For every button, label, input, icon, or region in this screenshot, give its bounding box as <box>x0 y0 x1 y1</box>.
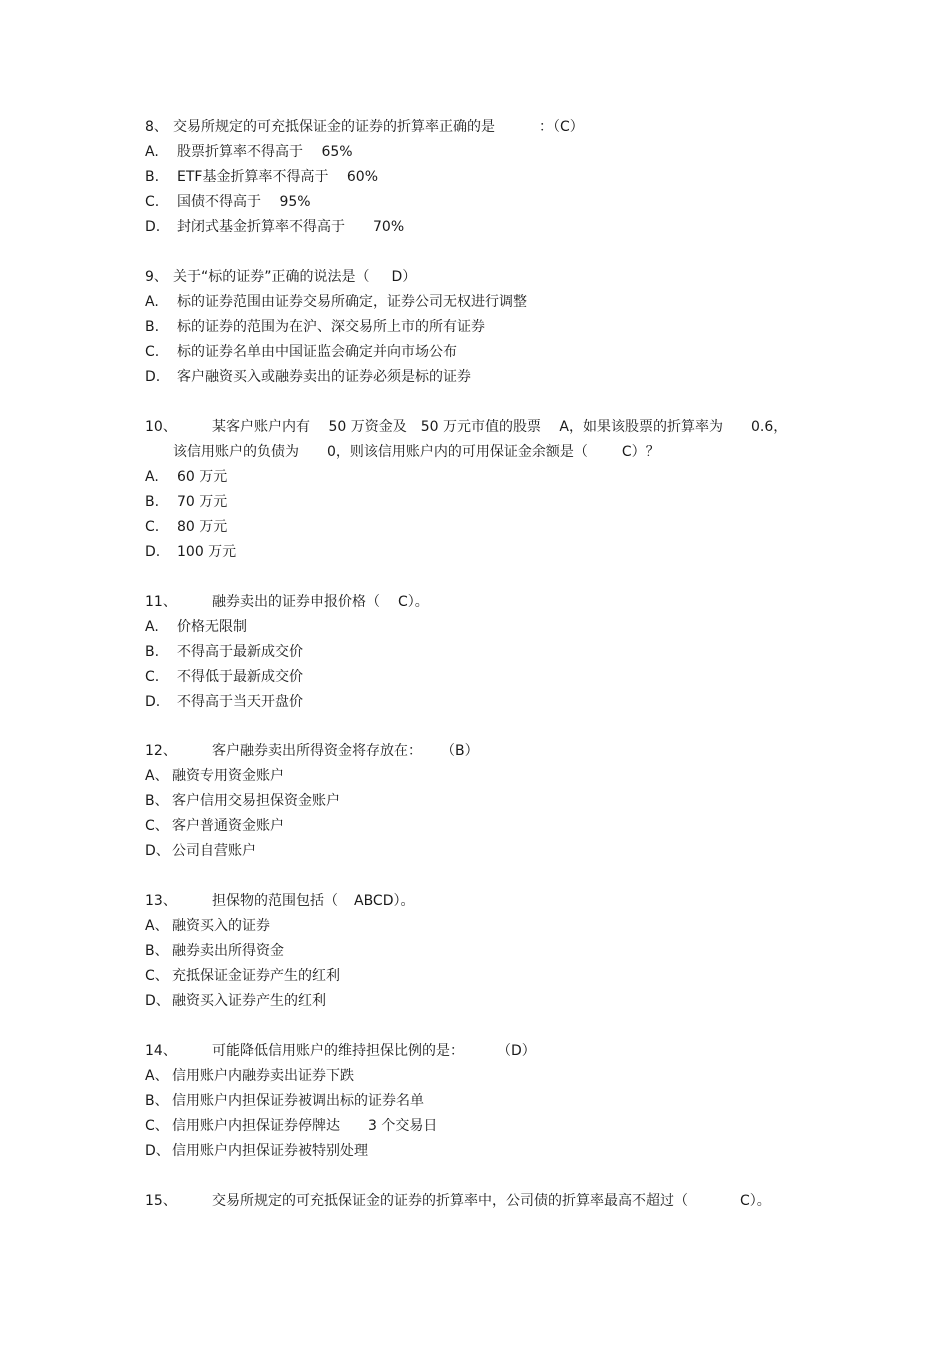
option-c <box>145 190 825 215</box>
option-text: 不得高于当天开盘价 <box>177 694 303 710</box>
option-letter: C. <box>145 669 160 685</box>
option-letter: C、 <box>145 818 169 834</box>
question-9 <box>145 265 825 390</box>
option-a <box>145 290 825 315</box>
question-stem <box>145 415 825 440</box>
question-stem <box>145 739 825 764</box>
option-text: 融资专用资金账户 <box>172 768 284 784</box>
option-letter: D、 <box>145 843 170 859</box>
question-answer: C）。 <box>740 1193 771 1209</box>
question-number: 14、 <box>145 1043 177 1059</box>
question-number: 13、 <box>145 893 177 909</box>
option-letter: C. <box>145 344 160 360</box>
option-text: 标的证券范围由证券交易所确定，证券公司无权进行调整 <box>177 294 527 310</box>
question-text: 担保物的范围包括（ <box>212 893 338 909</box>
question-text: 某客户账户内有 50 万资金及 50 万元市值的股票 A，如果该股票的折算率为 0.6， <box>212 419 788 435</box>
question-stem <box>145 1189 825 1214</box>
option-letter: B、 <box>145 943 169 959</box>
option-a <box>145 615 825 640</box>
option-text: 80 万元 <box>177 519 228 535</box>
question-number: 9、 <box>145 269 168 285</box>
option-letter: D、 <box>145 993 170 1009</box>
option-text: 公司自营账户 <box>172 843 256 859</box>
option-b <box>145 640 825 665</box>
option-letter: B. <box>145 169 160 185</box>
option-c <box>145 814 825 839</box>
question-text: 交易所规定的可充抵保证金的证券的折算率正确的是 <box>173 119 495 135</box>
option-d <box>145 690 825 715</box>
option-a <box>145 465 825 490</box>
option-c <box>145 340 825 365</box>
question-number: 10、 <box>145 419 177 435</box>
question-10 <box>145 415 825 565</box>
option-a <box>145 1064 825 1089</box>
option-letter: D、 <box>145 1143 170 1159</box>
option-letter: D. <box>145 694 161 710</box>
question-number: 15、 <box>145 1193 177 1209</box>
question-answer: ABCD）。 <box>354 893 415 909</box>
question-answer: C）？ <box>621 444 660 460</box>
option-text: 100 万元 <box>177 544 237 560</box>
question-number: 11、 <box>145 594 177 610</box>
question-12 <box>145 739 825 864</box>
question-13 <box>145 889 825 1014</box>
option-text: 封闭式基金折算率不得高于 70% <box>177 219 405 235</box>
option-b <box>145 1089 825 1114</box>
option-c <box>145 515 825 540</box>
option-letter: A、 <box>145 918 169 934</box>
option-text: 国债不得高于 95% <box>177 194 311 210</box>
option-d <box>145 1139 825 1164</box>
option-text: 融资买入的证券 <box>172 918 270 934</box>
question-text-line-2: 该信用账户的负债为 0，则该信用账户内的可用保证金余额是（ <box>173 444 588 460</box>
option-letter: B. <box>145 644 160 660</box>
option-text: 信用账户内担保证券停牌达 3 个交易日 <box>172 1118 438 1134</box>
option-text: 充抵保证金证券产生的红利 <box>172 968 340 984</box>
option-text: 信用账户内融券卖出证券下跌 <box>172 1068 354 1084</box>
option-b <box>145 939 825 964</box>
question-11 <box>145 590 825 715</box>
option-letter: B、 <box>145 1093 169 1109</box>
option-letter: B. <box>145 319 160 335</box>
option-text: 融资买入证券产生的红利 <box>172 993 326 1009</box>
option-letter: C、 <box>145 968 169 984</box>
question-text: 关于“标的证券”正确的说法是（ <box>173 269 370 285</box>
question-stem-continued <box>145 440 825 465</box>
question-stem <box>145 265 825 290</box>
option-text: 不得低于最新成交价 <box>177 669 303 685</box>
option-text: 信用账户内担保证券被调出标的证券名单 <box>172 1093 424 1109</box>
option-d <box>145 839 825 864</box>
option-text: 70 万元 <box>177 494 228 510</box>
question-text: 可能降低信用账户的维持担保比例的是： <box>212 1043 464 1059</box>
option-a <box>145 764 825 789</box>
option-letter: C、 <box>145 1118 169 1134</box>
option-text: ETF基金折算率不得高于 60% <box>177 169 379 185</box>
option-letter: A. <box>145 619 159 635</box>
question-text: 融券卖出的证券申报价格（ <box>212 594 380 610</box>
option-text: 客户融资买入或融券卖出的证券必须是标的证券 <box>177 369 471 385</box>
option-letter: C. <box>145 194 160 210</box>
option-a <box>145 140 825 165</box>
option-b <box>145 490 825 515</box>
option-c <box>145 964 825 989</box>
option-a <box>145 914 825 939</box>
option-b <box>145 315 825 340</box>
option-letter: D. <box>145 219 161 235</box>
option-letter: A、 <box>145 768 169 784</box>
option-d <box>145 989 825 1014</box>
option-letter: B、 <box>145 793 169 809</box>
option-text: 标的证券的范围为在沪、深交易所上市的所有证券 <box>177 319 485 335</box>
option-c <box>145 665 825 690</box>
option-letter: B. <box>145 494 160 510</box>
option-text: 客户信用交易担保资金账户 <box>172 793 340 809</box>
question-stem <box>145 1039 825 1064</box>
question-answer: D） <box>391 269 417 285</box>
option-b <box>145 165 825 190</box>
option-letter: A. <box>145 294 159 310</box>
option-text: 信用账户内担保证券被特别处理 <box>172 1143 368 1159</box>
question-15 <box>145 1189 825 1214</box>
option-text: 60 万元 <box>177 469 228 485</box>
question-stem <box>145 889 825 914</box>
option-text: 不得高于最新成交价 <box>177 644 303 660</box>
question-text: 客户融券卖出所得资金将存放在： <box>212 743 422 759</box>
option-b <box>145 789 825 814</box>
question-stem <box>145 590 825 615</box>
option-text: 客户普通资金账户 <box>172 818 284 834</box>
question-stem <box>145 115 825 140</box>
question-text: 交易所规定的可充抵保证金的证券的折算率中，公司债的折算率最高不超过（ <box>212 1193 688 1209</box>
question-number: 12、 <box>145 743 177 759</box>
option-letter: A. <box>145 469 159 485</box>
option-letter: C. <box>145 519 160 535</box>
option-letter: D. <box>145 544 161 560</box>
option-d <box>145 215 825 240</box>
option-text: 融券卖出所得资金 <box>172 943 284 959</box>
question-8 <box>145 115 825 240</box>
option-letter: A、 <box>145 1068 169 1084</box>
question-answer: C）。 <box>398 594 429 610</box>
option-letter: D. <box>145 369 161 385</box>
question-number: 8、 <box>145 119 168 135</box>
option-text: 标的证券名单由中国证监会确定并向市场公布 <box>177 344 457 360</box>
question-answer: （B） <box>448 743 479 759</box>
option-text: 价格无限制 <box>177 619 247 635</box>
option-text: 股票折算率不得高于 65% <box>177 144 353 160</box>
option-d <box>145 540 825 565</box>
option-c <box>145 1114 825 1139</box>
question-14 <box>145 1039 825 1164</box>
question-answer: ：（C） <box>539 119 584 135</box>
option-letter: A. <box>145 144 159 160</box>
question-answer: （D） <box>504 1043 536 1059</box>
option-d <box>145 365 825 390</box>
